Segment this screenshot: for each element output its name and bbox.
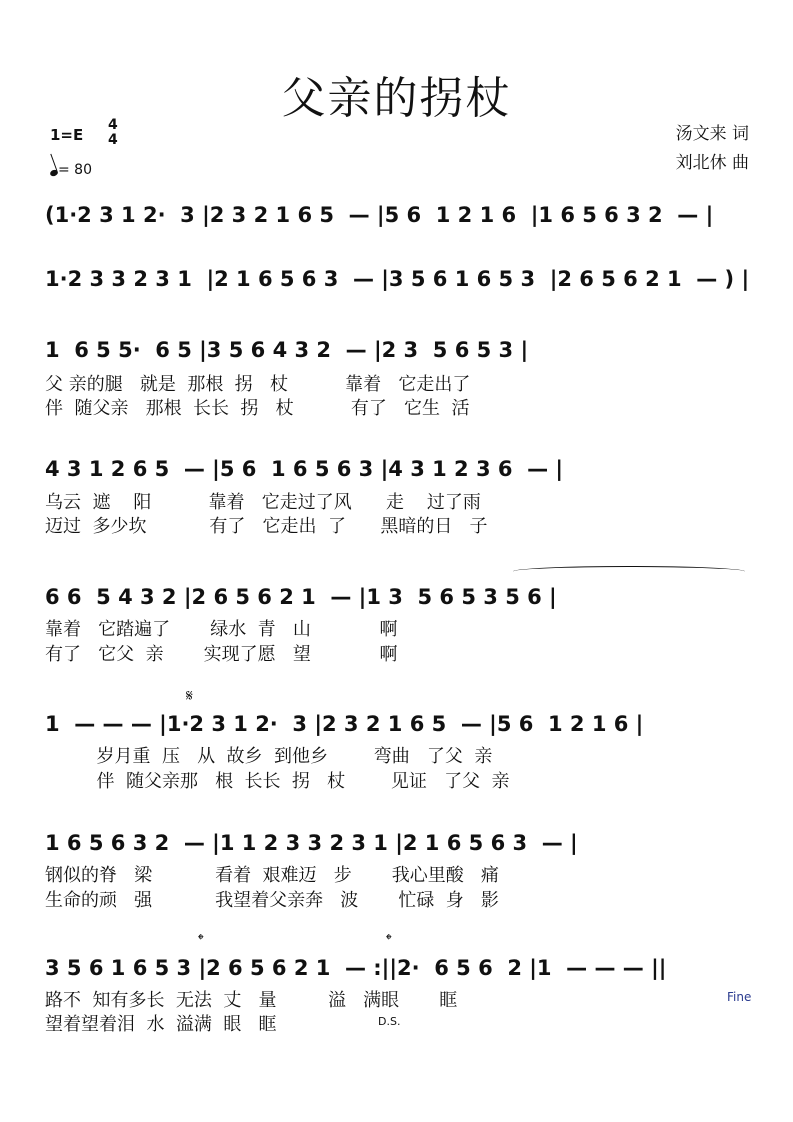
lyric-system-7-verse-2: 生命的顽 强 我望着父亲奔 波 忙碌 身 影 xyxy=(45,890,499,911)
lyric-system-3-verse-2: 伴 随父亲 那根 长长 拐 杖 有了 它生 活 xyxy=(45,398,470,419)
lyric-system-7-verse-1: 钢似的脊 梁 看着 艰难迈 步 我心里酸 痛 xyxy=(45,865,499,886)
notes-system-1: (1·2 3 1 2· 3 |2 3 2 1 6 5 — |5 6 1 2 1 6 |1 6 5 6 3 2 — | xyxy=(45,203,714,227)
notes-system-5: 6 6 5 4 3 2 |2 6 5 6 2 1 — |1 3 5 6 5 3 5 6 | xyxy=(45,585,557,609)
lyric-system-4-verse-1: 乌云 遮 阳 靠着 它走过了风 走 过了雨 xyxy=(45,492,481,513)
tempo-marking xyxy=(50,162,92,178)
lyric-system-6-verse-1: 岁月重 压 从 故乡 到他乡 弯曲 了父 亲 xyxy=(45,746,493,767)
credits xyxy=(676,120,749,178)
lyric-system-5-verse-2: 有了 它父 亲 实现了愿 望 啊 xyxy=(45,644,398,665)
notes-system-2: 1·2 3 3 2 3 1 |2 1 6 5 6 3 — |3 5 6 1 6 5 3 |2 6 5 6 2 1 — ) | xyxy=(45,267,750,291)
time-signature-bottom: 4 xyxy=(108,132,118,148)
fine-marking: Fine xyxy=(727,990,752,1004)
notes-system-3: 1 6 5 5· 6 5 |3 5 6 4 3 2 — |2 3 5 6 5 3 | xyxy=(45,338,529,362)
time-signature xyxy=(108,118,118,148)
tempo-value: = 80 xyxy=(58,162,92,178)
lyric-system-5-verse-1: 靠着 它踏遍了 绿水 青 山 啊 xyxy=(45,619,398,640)
notes-system-7: 1 6 5 6 3 2 — |1 1 2 3 3 2 3 1 |2 1 6 5 6 3 — | xyxy=(45,831,578,855)
lyric-system-6-verse-2: 伴 随父亲那 根 长长 拐 杖 见证 了父 亲 xyxy=(45,771,510,792)
lyricist: 汤文来 词 xyxy=(675,124,749,144)
coda-mark-2: 𝄌 xyxy=(386,930,392,949)
song-title: 父亲的拐杖 xyxy=(281,73,512,124)
lyric-system-3-verse-1: 父 亲的腿 就是 那根 拐 杖 靠着 它走出了 xyxy=(45,374,471,395)
notes-system-6: 1 — — — |1·2 3 1 2· 3 |2 3 2 1 6 5 — |5 6 1 2 1 6 | xyxy=(45,712,644,736)
time-signature-top: 4 xyxy=(108,117,118,133)
segno-mark: 𝄋 xyxy=(186,686,193,705)
lyric-system-4-verse-2: 迈过 多少坎 有了 它走出 了 黑暗的日 子 xyxy=(45,516,488,537)
composer: 刘北休 曲 xyxy=(675,153,749,173)
lyric-system-8-verse-1: 路不 知有多长 无法 丈 量 溢 满眼 眶 xyxy=(45,990,458,1011)
key-signature: 1=E xyxy=(50,126,84,144)
lyric-system-8-verse-2: 望着望着泪 水 溢满 眼 眶 xyxy=(45,1014,277,1035)
notes-system-4: 4 3 1 2 6 5 — |5 6 1 6 5 6 3 |4 3 1 2 3 6 — | xyxy=(45,457,564,481)
coda-mark-1: 𝄌 xyxy=(198,930,204,949)
slur-arc xyxy=(513,566,745,577)
notes-system-8: 3 5 6 1 6 5 3 |2 6 5 6 2 1 — :||2· 6 5 6 2 |1 — — — || xyxy=(45,956,667,980)
ds-marking: D.S. xyxy=(378,1015,401,1028)
